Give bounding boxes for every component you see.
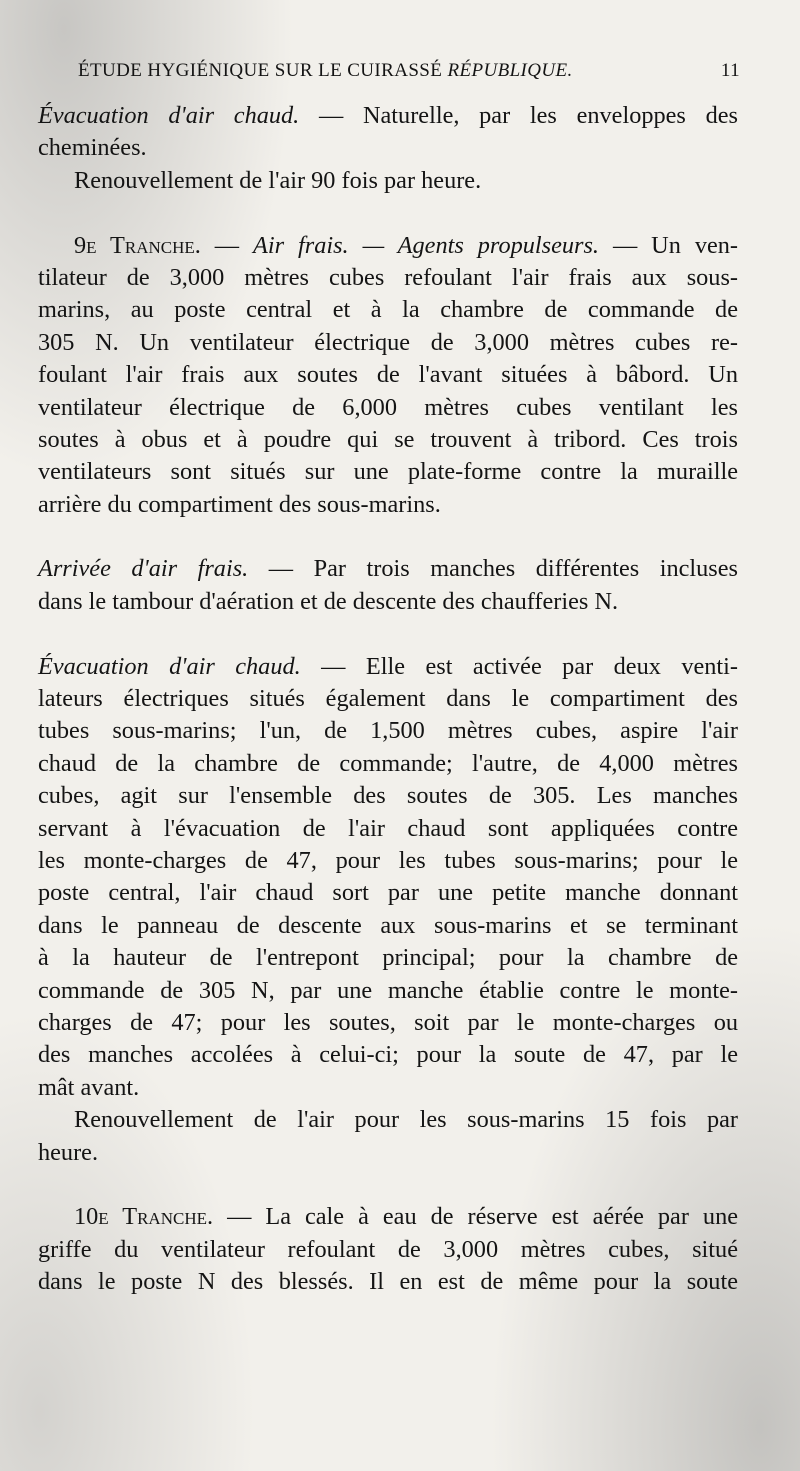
text-line [38, 165, 738, 197]
line-text: poste central, l'air chaud sort par une petite manche donnant [38, 879, 738, 907]
line-text: soutes à obus et à poudre qui se trouvent à tribord. Ces trois [38, 425, 738, 453]
italic-heading: Évacuation d'air chaud. [38, 102, 300, 129]
text-line [38, 586, 738, 618]
paragraph [38, 1104, 738, 1169]
line-text: à la hauteur de l'entrepont principal; pour la chambre de [38, 944, 738, 972]
text-line [38, 1039, 738, 1071]
text-line [38, 877, 738, 909]
line-text: commande de 305 N, par une manche établie contre le monte- [38, 976, 738, 1004]
text-line [38, 1072, 738, 1104]
section-heading: 10e Tranche. [74, 1203, 214, 1231]
page-number: 11 [720, 60, 740, 81]
line-text: marins, au poste central et à la chambre de commande de [38, 296, 738, 324]
text-line [38, 975, 738, 1007]
text-line [38, 1007, 738, 1039]
text-line [38, 327, 738, 359]
text-line [38, 392, 738, 424]
text-line [38, 1201, 738, 1233]
running-header [78, 60, 740, 90]
text-line [38, 748, 738, 780]
paragraph-gap [38, 521, 738, 553]
line-text: — [200, 231, 254, 259]
text-line [38, 1104, 738, 1136]
line-text: ventilateurs sont situés sur une plate-forme contre la muraille [38, 458, 738, 486]
line-text: — La cale à eau de réserve est aérée par une [213, 1203, 738, 1231]
line-text: griffe du ventilateur refoulant de 3,000 mètres cubes, situé [38, 1235, 738, 1263]
line-text: 305 N. Un ventilateur électrique de 3,000 mètres cubes re- [38, 328, 738, 356]
text-line [38, 651, 738, 683]
line-text: charges de 47; pour les soutes, soit par le monte-charges ou [38, 1008, 738, 1036]
text-line [38, 230, 738, 262]
paragraph-gap [38, 618, 738, 650]
text-line [38, 1266, 738, 1298]
line-text: lateurs électriques situés également dans le compartiment des [38, 685, 738, 713]
text-line [38, 132, 738, 164]
line-text: les monte-charges de 47, pour les tubes sous-marins; pour le [38, 846, 738, 874]
line-text: Renouvellement de l'air 90 fois par heure. [74, 166, 482, 194]
line-text: — Un ven- [599, 231, 738, 259]
text-line [38, 100, 738, 132]
text-line [38, 553, 738, 585]
paragraph [38, 165, 738, 197]
paragraph-gap [38, 1169, 738, 1201]
text-line [38, 262, 738, 294]
text-line [38, 1137, 738, 1169]
line-text: des manches accolées à celui-ci; pour la soute de 47, par le [38, 1041, 738, 1069]
line-text: cheminées. [38, 134, 147, 162]
line-text: — Par trois manches différentes incluses [248, 555, 739, 583]
header-ship-name: RÉPUBLIQUE. [447, 60, 573, 81]
line-text: Renouvellement de l'air pour les sous-marins 15 fois par [74, 1106, 738, 1134]
line-text: dans le poste N des blessés. Il en est de même pour la soute [38, 1268, 738, 1296]
paragraph [38, 553, 738, 618]
line-text: mât avant. [38, 1073, 140, 1101]
paragraph [38, 100, 738, 165]
text-line [38, 683, 738, 715]
line-text: tubes sous-marins; l'un, de 1,500 mètres cubes, aspire l'air [38, 717, 738, 745]
italic-heading: Arrivée d'air frais. [38, 555, 249, 583]
paragraph-gap [38, 197, 738, 229]
paragraph [38, 1201, 738, 1298]
italic-heading: Évacuation d'air chaud. [38, 652, 301, 680]
text-line [38, 780, 738, 812]
text-line [38, 1234, 738, 1266]
italic-heading: Air frais. — Agents propulseurs. [253, 231, 600, 259]
line-text: — Elle est activée par deux venti- [300, 652, 739, 680]
text-line [38, 489, 738, 521]
text-line [38, 845, 738, 877]
text-line [38, 942, 738, 974]
text-line [38, 456, 738, 488]
line-text: heure. [38, 1138, 99, 1166]
text-line [38, 294, 738, 326]
line-text: servant à l'évacuation de l'air chaud sont appliquées contre [38, 814, 738, 842]
paragraph [38, 651, 738, 1104]
text-line [38, 813, 738, 845]
line-text: arrière du compartiment des sous-marins. [38, 490, 441, 518]
body-text [38, 100, 738, 1298]
header-title-text: ÉTUDE HYGIÉNIQUE SUR LE CUIRASSÉ [78, 60, 448, 81]
paragraph [38, 230, 738, 522]
line-text: — Naturelle, par les enveloppes des [299, 102, 738, 129]
line-text: dans le panneau de descente aux sous-marins et se terminant [38, 911, 738, 939]
line-text: dans le tambour d'aération et de descente des chaufferies N. [38, 587, 619, 615]
line-text: cubes, agit sur l'ensemble des soutes de 305. Les manches [38, 782, 738, 810]
line-text: chaud de la chambre de commande; l'autre, de 4,000 mètres [38, 749, 738, 777]
line-text: ventilateur électrique de 6,000 mètres cubes ventilant les [38, 393, 738, 421]
text-line [38, 715, 738, 747]
section-heading: 9e Tranche. [74, 231, 201, 259]
header-title [78, 60, 573, 82]
line-text: tilateur de 3,000 mètres cubes refoulant l'air frais aux sous- [38, 263, 738, 291]
text-line [38, 359, 738, 391]
line-text: foulant l'air frais aux soutes de l'avant situées à bâbord. Un [38, 361, 738, 389]
text-line [38, 910, 738, 942]
text-line [38, 424, 738, 456]
